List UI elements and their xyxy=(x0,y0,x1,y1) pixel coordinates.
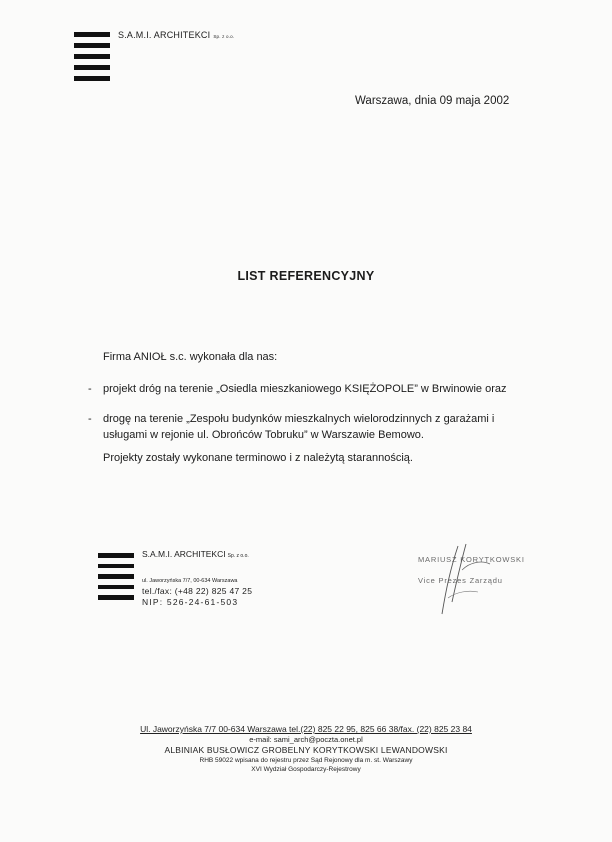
stamp-bar xyxy=(98,574,134,579)
footer-email: e-mail: sami_arch@poczta.onet.pl xyxy=(249,735,363,744)
footer-department: XVI Wydział Gospodarczy-Rejestrowy xyxy=(251,766,361,773)
company-logo-bars xyxy=(74,32,110,87)
footer-address: Ul. Jaworzyńska 7/7 00-634 Warszawa tel.(22) 825 22 95, 825 66 38/fax. (22) 825 23 84 xyxy=(140,724,472,734)
body-intro: Firma ANIOŁ s.c. wykonała dla nas: xyxy=(103,351,278,363)
stamp-bar xyxy=(98,595,134,600)
list-dash: - xyxy=(88,383,92,395)
header-company-title: S.A.M.I. ARCHITEKCI xyxy=(118,30,211,40)
header-company-suffix: Sp. z o.o. xyxy=(213,34,235,39)
list-item-text: drogę na terenie „Zespołu budynków mieszkalnych wielorodzinnych z garażami i usługami w rejonie ul. Obrońców Tobruku” w Warszawie Bemowo. xyxy=(103,413,495,441)
stamp-nip: NIP: 526-24-61-503 xyxy=(142,597,239,607)
letter-date: Warszawa, dnia 09 maja 2002 xyxy=(355,95,510,107)
list-item xyxy=(88,411,528,443)
list-item xyxy=(88,381,523,397)
stamp-phone: tel./fax: (+48 22) 825 47 25 xyxy=(142,586,253,596)
page-title: LIST REFERENCYJNY xyxy=(237,269,375,283)
handwritten-signature-icon xyxy=(420,540,510,620)
list-item-text: projekt dróg na terenie „Osiedla mieszkaniowego KSIĘŻOPOLE” w Brwinowie oraz xyxy=(103,383,507,395)
body-closing: Projekty zostały wykonane terminowo i z należytą starannością. xyxy=(103,452,413,464)
stamp-company-name xyxy=(142,549,249,559)
stamp-company-title: S.A.M.I. ARCHITEKCI xyxy=(142,549,226,559)
logo-bar xyxy=(74,32,110,37)
footer-partners: ALBINIAK BUSŁOWICZ GROBELNY KORYTKOWSKI LEWANDOWSKI xyxy=(164,745,448,755)
stamp-company-suffix: Sp. z o.o. xyxy=(227,553,249,559)
stamp-logo-bars xyxy=(98,553,134,606)
logo-bar xyxy=(74,65,110,70)
stamp-bar xyxy=(98,585,134,590)
stamp-address: ul. Jaworzyńska 7/7, 00-634 Warszawa xyxy=(142,578,238,584)
stamp-bar xyxy=(98,564,134,569)
logo-bar xyxy=(74,76,110,81)
header-company-name xyxy=(118,30,234,40)
logo-bar xyxy=(74,43,110,48)
signatory-name: MARIUSZ KORYTKOWSKI xyxy=(418,555,525,564)
signatory-role: Vice Prezes Zarządu xyxy=(418,576,503,585)
stamp-bar xyxy=(98,553,134,558)
letter-footer xyxy=(0,724,612,774)
logo-bar xyxy=(74,54,110,59)
list-dash: - xyxy=(88,413,92,425)
footer-registry: RHB 59022 wpisana do rejestru przez Sąd Rejonowy dla m. st. Warszawy xyxy=(199,757,413,764)
